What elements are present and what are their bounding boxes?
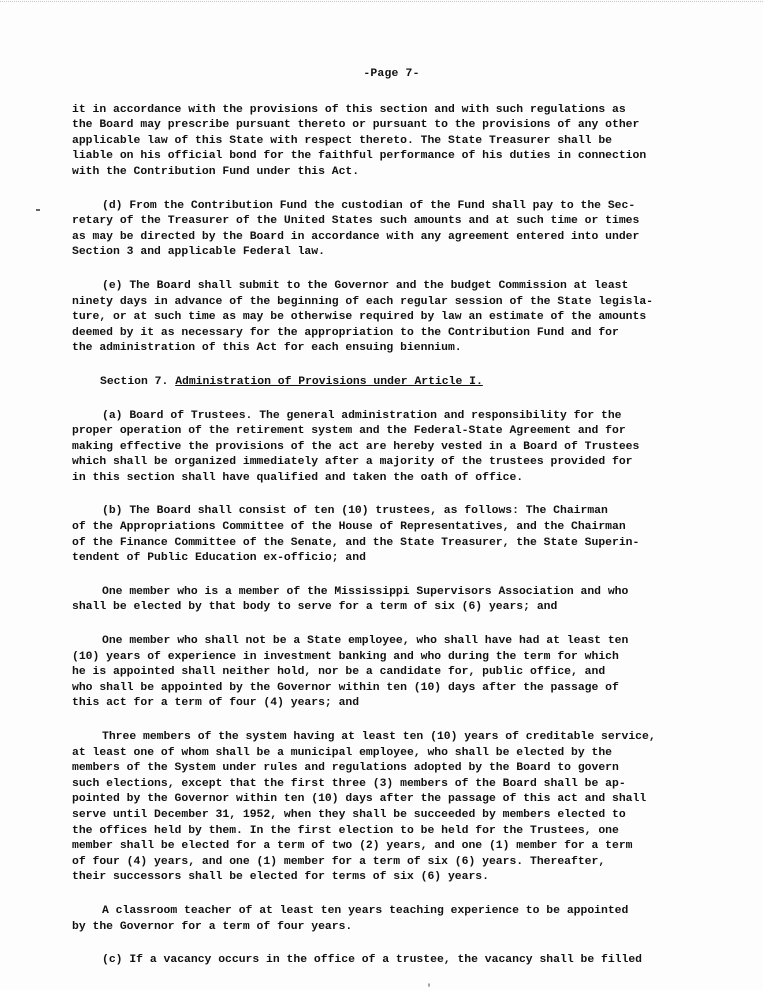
text-line: (e) The Board shall submit to the Governor and the budget Commission at least (102, 279, 629, 292)
paragraph-d (72, 199, 711, 261)
text-line: of the Appropriations Committee of the House of Representatives, and the Chairman (72, 521, 626, 534)
text-line: the offices held by them. In the first election to be held for the Trustees, one (72, 824, 619, 837)
text-line: tendent of Public Education ex-officio; and (72, 552, 366, 565)
paragraph-banking-member (72, 634, 711, 712)
text-line: as may be directed by the Board in accordance with any agreement entered into under (72, 230, 640, 243)
text-line: it in accordance with the provisions of this section and with such regulations as (72, 103, 626, 116)
text-line: who shall be appointed by the Governor within ten (10) days after the passage of (72, 681, 619, 694)
text-line: he is appointed shall neither hold, nor be a candidate for, public office, and (72, 666, 606, 679)
text-line: One member who shall not be a State employee, who shall have had at least ten (102, 635, 629, 648)
section-label: Section 7. (100, 375, 169, 388)
paragraph-b (72, 504, 711, 566)
text-line: their successors shall be elected for terms of six (6) years. (72, 871, 489, 884)
text-line: by the Governor for a term of four years. (72, 920, 353, 933)
text-line: ninety days in advance of the beginning of each regular session of the State legisla- (72, 295, 654, 308)
text-line: (a) Board of Trustees. The general administration and responsibility for the (102, 409, 622, 422)
page-number-header: -Page 7- (363, 68, 420, 80)
paragraph-a (72, 409, 711, 487)
text-line: Three members of the system having at least ten (10) years of creditable service, (102, 731, 656, 743)
text-line: applicable law of this State with respect thereto. The State Treasurer shall be (72, 134, 613, 147)
text-line: member shall be elected for a term of two (2) years, and one (1) member for a term (72, 840, 633, 853)
text-line: (b) The Board shall consist of ten (10) trustees, as follows: The Chairman (102, 505, 608, 518)
text-line: which shall be organized immediately after a majority of the trustees provided for (72, 456, 633, 469)
text-line: One member who is a member of the Mississippi Supervisors Association and who (102, 585, 629, 598)
section-title: Administration of Provisions under Article I. (175, 375, 483, 388)
text-line: (d) From the Contribution Fund the custodian of the Fund shall pay to the Sec- (102, 199, 636, 212)
text-line: deemed by it as necessary for the appropriation to the Contribution Fund and for (72, 326, 619, 339)
paragraph-supervisors-member (72, 585, 711, 616)
paragraph-teacher-member (72, 904, 711, 935)
top-border-dots (0, 1, 763, 2)
text-line: pointed by the Governor within ten (10) days after the passage of this act and shall (72, 793, 647, 806)
paragraph-e (72, 279, 711, 357)
text-line: liable on his official bond for the faithful performance of his duties in connection (72, 150, 647, 163)
text-line: with the Contribution Fund under this Act. (72, 165, 360, 178)
text-line: the administration of this Act for each ensuing biennium. (72, 342, 462, 355)
paragraph-three-members (72, 730, 711, 886)
text-line: (c) If a vacancy occurs in the office of a trustee, the vacancy shall be filled (102, 954, 643, 967)
paragraph-c (72, 953, 711, 969)
text-line: A classroom teacher of at least ten years teaching experience to be appointed (102, 904, 629, 917)
text-line: proper operation of the retirement system and the Federal-State Agreement and for (72, 425, 626, 438)
scan-speck: ' (426, 984, 433, 995)
text-line: of four (4) years, and one (1) member for a term of six (6) years. Thereafter, (72, 855, 606, 868)
text-line: the Board may prescribe pursuant thereto or pursuant to the provisions of any other (72, 119, 640, 132)
text-line: of the Finance Committee of the Senate, and the State Treasurer, the State Superin- (72, 536, 640, 549)
text-line: serve until December 31, 1952, when they shall be succeeded by members elected to (72, 808, 626, 821)
margin-mark (36, 209, 40, 211)
text-line: (10) years of experience in investment banking and who during the term for which (72, 650, 619, 663)
text-line: making effective the provisions of the act are hereby vested in a Board of Trustees (72, 440, 640, 453)
text-line: shall be elected by that body to serve for a term of six (6) years; and (72, 601, 558, 614)
section-heading (72, 375, 711, 391)
text-line: such elections, except that the first three (3) members of the Board shall be ap- (72, 777, 626, 790)
text-line: Section 3 and applicable Federal law. (72, 246, 325, 259)
text-line: ture, or at such time as may be otherwise required by law an estimate of the amounts (72, 311, 647, 324)
text-line: at least one of whom shall be a municipal employee, who shall be elected by the (72, 746, 613, 759)
text-line: in this section shall have qualified and taken the oath of office. (72, 471, 524, 484)
text-line: members of the System under rules and regulations adopted by the Board to govern (72, 762, 619, 775)
text-line: retary of the Treasurer of the United States such amounts and at such time or times (72, 215, 640, 228)
paragraph-continuation (72, 103, 711, 181)
text-line: this act for a term of four (4) years; and (72, 697, 360, 710)
